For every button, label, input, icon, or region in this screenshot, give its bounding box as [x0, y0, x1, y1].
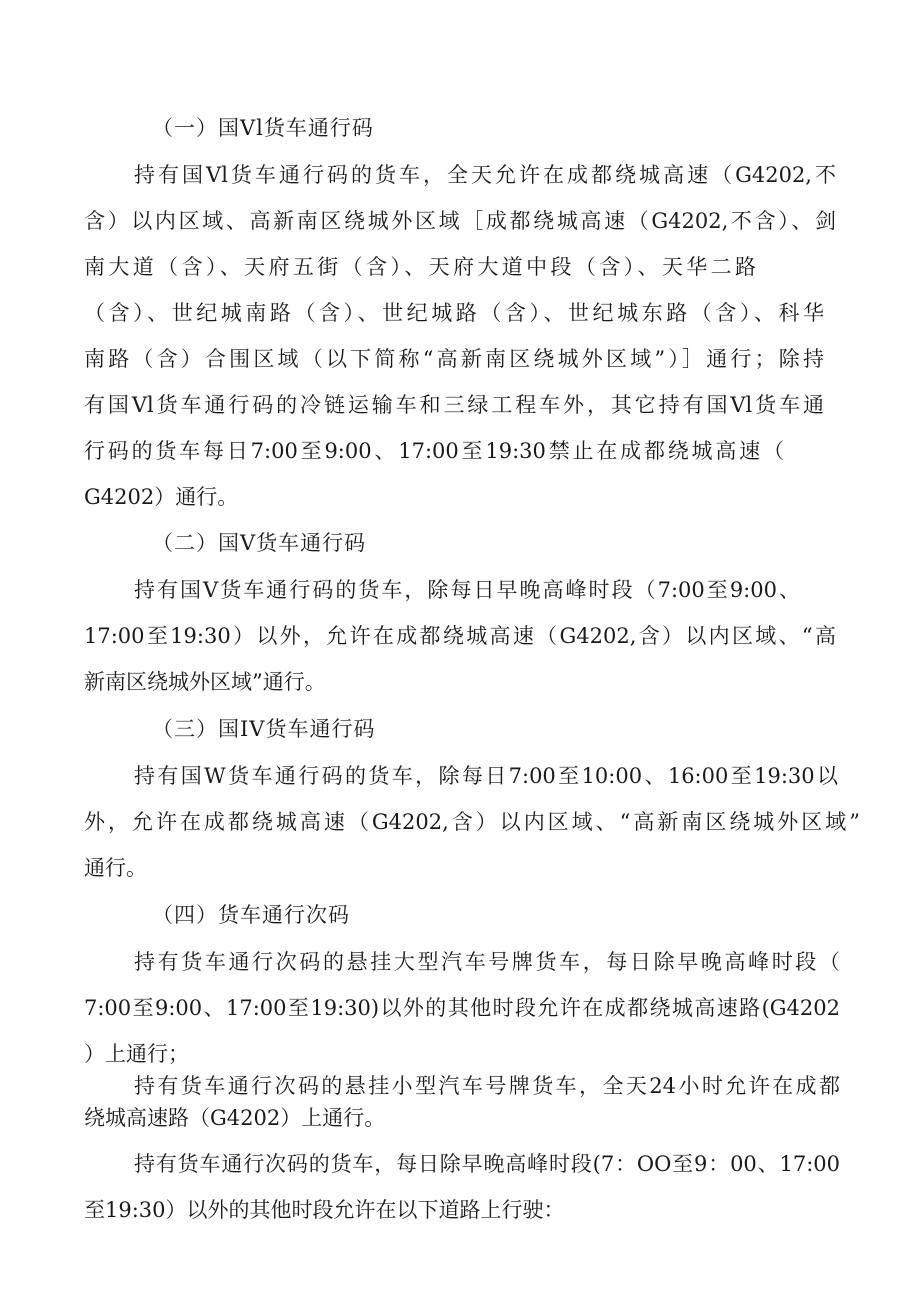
paragraph-line: 17:00至19:30）以外，允许在成都绕城高速（G4202,含）以内区域、“高 — [84, 624, 836, 648]
paragraph-line: 绕城高速路（G4202）上通行。 — [84, 1106, 386, 1130]
paragraph-line: 有国Vl货车通行码的冷链运输车和三绿工程车外，其它持有国Vl货车通 — [84, 393, 824, 417]
section-heading-1: （一）国Vl货车通行码 — [152, 116, 374, 140]
paragraph-line: G4202）通行。 — [84, 485, 239, 509]
paragraph-line: 持有货车通行次码的悬挂大型汽车号牌货车，每日除早晚高峰时段（ — [134, 950, 840, 974]
paragraph-line: 持有国V货车通行码的货车，除每日早晚高峰时段（7:00至9:00、 — [134, 578, 800, 602]
paragraph-line: ）上通行； — [84, 1042, 189, 1066]
paragraph-line: 至19:30）以外的其他时段允许在以下道路上行驶： — [84, 1198, 565, 1222]
section-heading-3: （三）国IV货车通行码 — [152, 717, 376, 741]
paragraph-line: 行码的货车每日7:00至9:00、17:00至19:30禁止在成都绕城高速（ — [84, 439, 784, 463]
paragraph-line: 南路（含）合围区域（以下简称“高新南区绕城外区域”）］通行；除持 — [84, 347, 824, 371]
paragraph-line: 通行。 — [84, 856, 147, 880]
paragraph-line: 7:00至9:00、17:00至19:30)以外的其他时段允许在成都绕城高速路(G4202 — [84, 996, 840, 1020]
paragraph-line: （含）、世纪城南路（含）、世纪城路（含）、世纪城东路（含）、科华 — [84, 301, 824, 325]
paragraph-line: 南大道（含）、天府五街（含）、天府大道中段（含）、天华二路 — [84, 255, 756, 279]
paragraph-line: 持有国Vl货车通行码的货车，全天允许在成都绕城高速（G4202,不 — [134, 163, 836, 187]
paragraph-line: 含）以内区域、高新南区绕城外区域［成都绕城高速（G4202,不含）、剑 — [84, 209, 836, 233]
section-heading-2: （二）国V货车通行码 — [152, 531, 367, 555]
paragraph-line: 持有货车通行次码的悬挂小型汽车号牌货车，全天24小时允许在成都 — [134, 1074, 840, 1098]
paragraph-line: 持有国W货车通行码的货车，除每日7:00至10:00、16:00至19:30以 — [134, 764, 838, 788]
paragraph-line: 持有货车通行次码的货车，每日除早晚高峰时段(7：OO至9：00、17:00 — [134, 1152, 840, 1176]
paragraph-line: 新南区绕城外区域”通行。 — [84, 670, 326, 694]
paragraph-line: 外，允许在成都绕城高速（G4202,含）以内区域、“高新南区绕城外区域” — [84, 810, 860, 834]
section-heading-4: （四）货车通行次码 — [152, 903, 350, 927]
